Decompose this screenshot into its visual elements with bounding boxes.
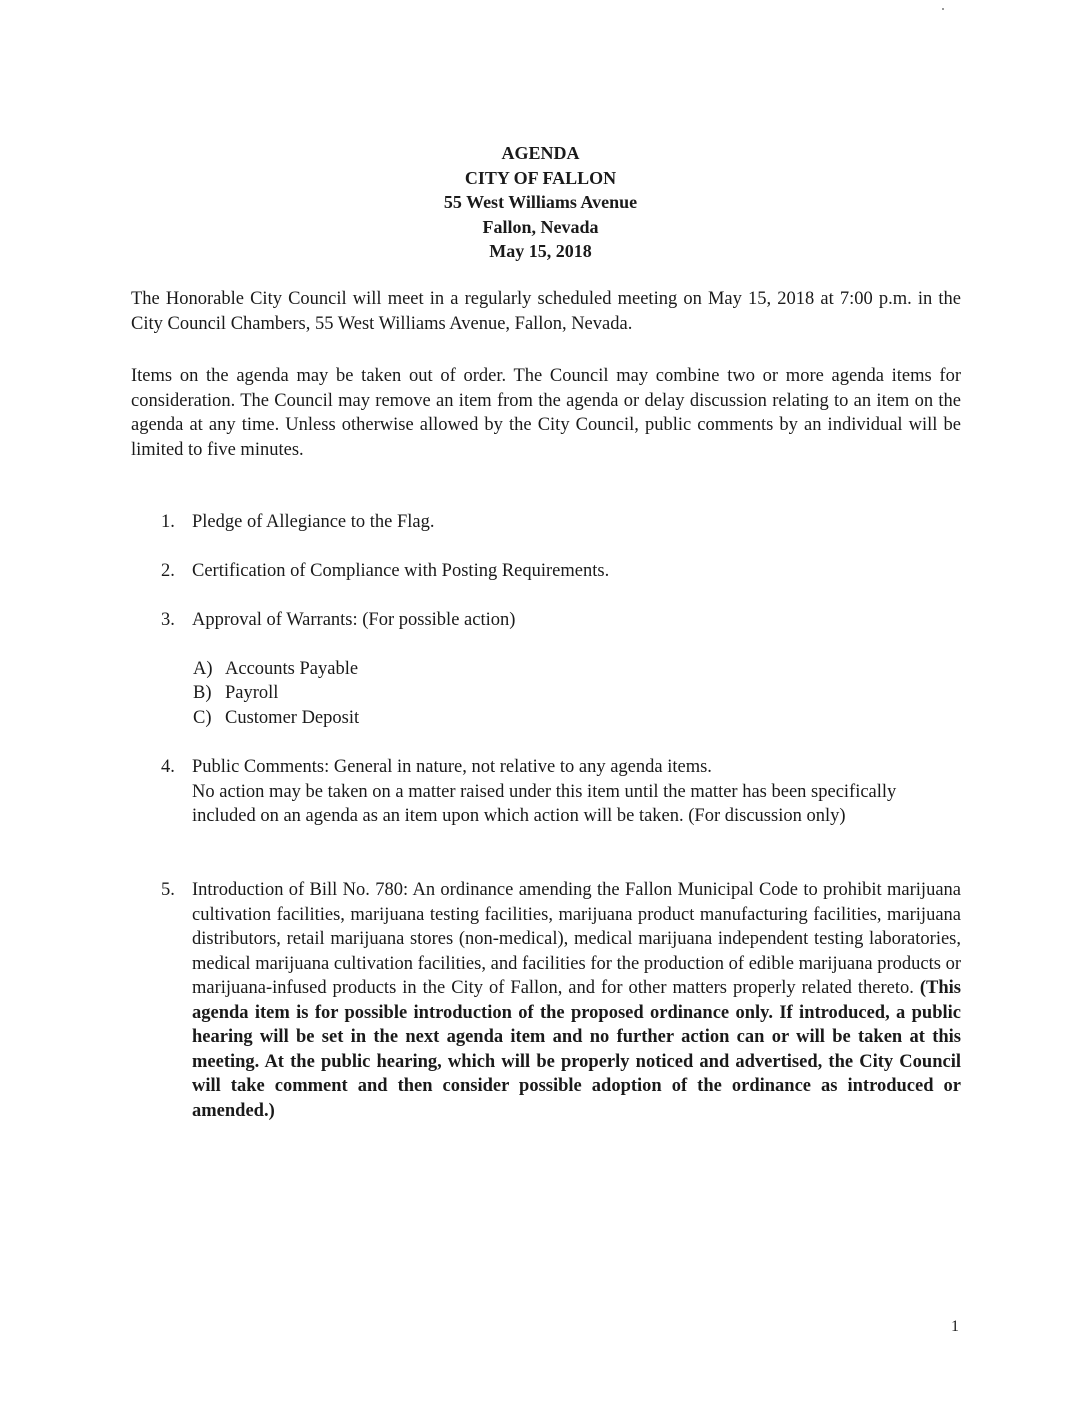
warrant-letter: A) (193, 659, 213, 679)
warrant-item-b (193, 681, 278, 706)
item-text: Approval of Warrants: (For possible action) (192, 610, 516, 630)
item-text-line2: No action may be taken on a matter raised under this item until the matter has been specifically included on an agenda as an item upon which action will be taken. (For discussion only) (192, 781, 897, 826)
item-description: Introduction of Bill No. 780: An ordinance amending the Fallon Municipal Code to prohibit marijuana cultivation facilities, marijuana testing facilities, marijuana product manufacturing facilities, marijuana distributors, retail marijuana stores (non-medical), medical marijuana independent testing laboratories, medical marijuana cultivation facilities, and facilities for the production of edible marijuana products or marijuana-infused products in the City of Fallon, and for other matters properly related thereto. (192, 880, 961, 998)
scan-speck (942, 8, 944, 10)
item-text-line1: Public Comments: General in nature, not relative to any agenda items. (192, 757, 712, 777)
warrant-letter: B) (193, 683, 212, 703)
item-number: 4. (161, 757, 175, 777)
header-location: Fallon, Nevada (482, 216, 599, 237)
item-text: Pledge of Allegiance to the Flag. (192, 512, 435, 532)
item-number: 3. (161, 610, 175, 630)
agenda-item-5 (161, 878, 961, 1123)
agenda-item-3 (161, 608, 961, 633)
header-date: May 15, 2018 (489, 241, 592, 261)
header-city: CITY OF FALLON (464, 167, 617, 188)
item-text: Certification of Compliance with Posting Requirements. (192, 561, 610, 581)
item-number: 5. (161, 880, 175, 900)
warrant-item-a (193, 657, 358, 682)
agenda-item-4 (161, 755, 961, 829)
item-text (192, 755, 961, 829)
agenda-item-2 (161, 559, 961, 584)
header-address: 55 West Williams Avenue (443, 192, 638, 212)
page-number: 1 (951, 1318, 959, 1335)
item-bold-note: (This agenda item is for possible introduction of the proposed ordinance only. If introduced, a public hearing will be set in the next agenda item and no further action can or will be taken at this meeting. At the public hearing, which will be properly noticed and advertised, the City Council will take comment and then consider possible adoption of the ordinance as introduced or amended.) (192, 978, 962, 1121)
intro-paragraph: The Honorable City Council will meet in a regularly scheduled meeting on May 15, 2018 at 7:00 p.m. in the City Council Chambers, 55 West Williams Avenue, Fallon, Nevada. (131, 289, 961, 334)
item-number: 2. (161, 561, 175, 581)
warrant-label: Accounts Payable (225, 659, 359, 679)
item-number: 1. (161, 512, 175, 532)
item-text (192, 878, 961, 1123)
warrant-label: Payroll (225, 683, 279, 703)
agenda-item-1 (161, 510, 961, 535)
warrant-letter: C) (193, 708, 212, 728)
warrant-item-c (193, 706, 359, 731)
warrant-label: Customer Deposit (225, 708, 360, 728)
header-title: AGENDA (501, 143, 580, 163)
agenda-header (0, 141, 1081, 264)
rules-paragraph: Items on the agenda may be taken out of order. The Council may combine two or more agenda items for consideration. The Council may remove an item from the agenda or delay discussion relating to an item on the agenda at any time. Unless otherwise allowed by the City Council, public comments by an individual will be limited to five minutes. (131, 366, 961, 460)
